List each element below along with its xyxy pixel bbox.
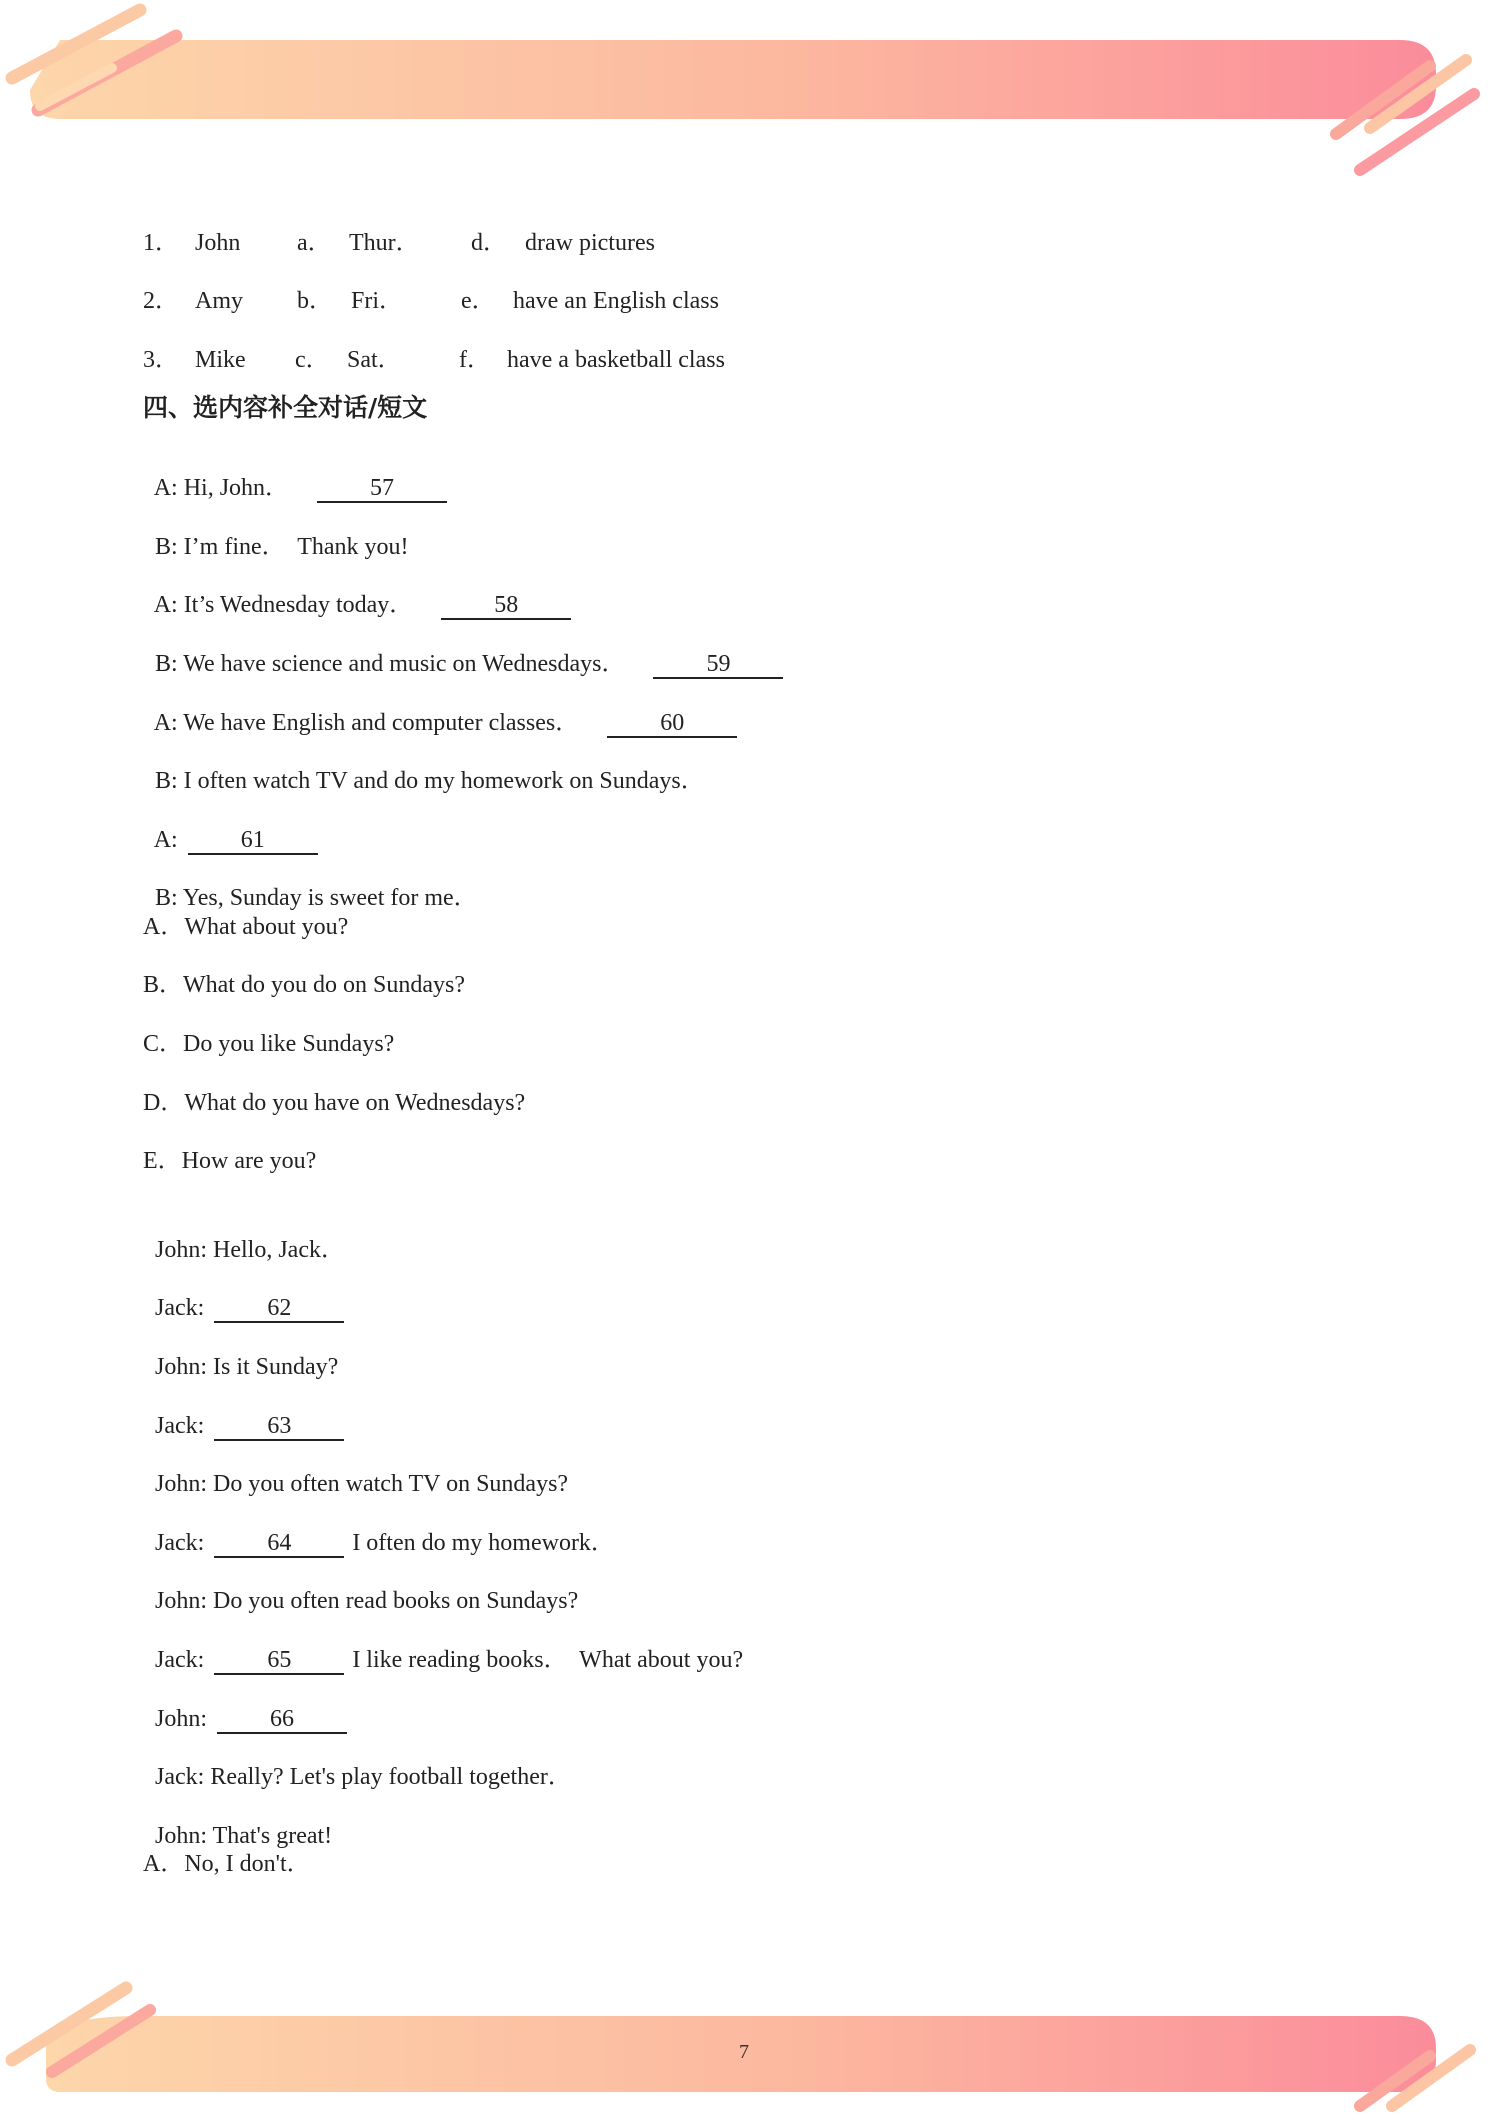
dialogue-text: Jack: <box>155 1530 205 1556</box>
section-heading: 四、选内容补全对话/短文 <box>143 393 428 422</box>
person-name: Amy <box>195 288 243 314</box>
dialogue-line <box>143 1205 345 1265</box>
dialogue-text: I like reading books． What about you? <box>352 1647 744 1673</box>
option-d: D．What do you have on Wednesdays? <box>143 1090 526 1116</box>
activity-letter: f． <box>459 347 491 373</box>
answer-blank: 59 <box>653 651 783 679</box>
dialogue-text: John: Do you often read books on Sundays? <box>155 1588 579 1614</box>
answer-blank: 58 <box>441 592 571 620</box>
dialogue-text: Jack: Really? Let's play football together． <box>155 1764 572 1790</box>
activity-letter: e． <box>461 288 496 314</box>
dialogue-text: Jack: <box>155 1413 205 1439</box>
page-number: 7 <box>739 2041 749 2063</box>
dialogue-text: Jack: <box>155 1295 205 1321</box>
day-letter: c． <box>295 347 330 373</box>
dialogue-text: John: Is it Sunday? <box>155 1354 339 1380</box>
dialogue-text: B: I often watch TV and do my homework on Sundays． <box>155 768 705 794</box>
dialogue-line <box>143 1732 572 1792</box>
activity-letter: d． <box>471 230 507 256</box>
answer-blank: 66 <box>217 1706 347 1734</box>
person-name: John <box>195 230 241 256</box>
option-a: A．No, I don't． <box>143 1851 311 1877</box>
dialogue-line <box>143 502 409 562</box>
option-b: B．What do you do on Sundays? <box>143 972 465 998</box>
dialogue-text: B: I’m fine． Thank you! <box>155 534 409 560</box>
dialogue-text: John: Do you often watch TV on Sundays? <box>155 1471 569 1497</box>
footer-banner <box>0 1948 1488 2128</box>
dialogue-text: A: <box>153 827 178 853</box>
dialogue-line <box>143 1556 578 1616</box>
answer-blank: 57 <box>317 475 447 503</box>
row-number: 3． <box>143 347 179 373</box>
answer-blank: 61 <box>188 827 318 855</box>
dialogue-line <box>143 1498 615 1558</box>
day-letter: b． <box>297 288 333 314</box>
dialogue-line <box>143 1791 332 1851</box>
dialogue-line <box>143 1615 743 1675</box>
activity-label: have a basketball class <box>507 347 725 373</box>
dialogue-line <box>143 1674 347 1734</box>
answer-blank: 60 <box>607 710 737 738</box>
dialogue-text: I often do my homework． <box>352 1530 615 1556</box>
dialogue-text: B: Yes, Sunday is sweet for me． <box>155 885 478 911</box>
answer-blank: 65 <box>214 1647 344 1675</box>
dialogue-text: John: <box>155 1706 208 1732</box>
dialogue-text: Jack: <box>155 1647 205 1673</box>
row-number: 1． <box>143 230 179 256</box>
day-letter: a． <box>297 230 332 256</box>
dialogue-line <box>143 1439 568 1499</box>
day-label: Sat． <box>347 347 402 373</box>
option-a: A．What about you? <box>143 914 349 940</box>
day-label: Thur． <box>349 230 420 256</box>
option-e: E．How are you? <box>143 1148 317 1174</box>
row-number: 2． <box>143 288 179 314</box>
dialogue-line <box>143 1381 344 1441</box>
dialogue-text: A: It’s Wednesday today． <box>153 592 414 618</box>
day-label: Fri． <box>351 288 404 314</box>
dialogue-text: John: Hello, Jack． <box>155 1237 345 1263</box>
dialogue-line <box>143 1322 338 1382</box>
person-name: Mike <box>195 347 246 373</box>
dialogue-line <box>143 619 783 679</box>
dialogue-line <box>143 678 737 738</box>
answer-blank: 62 <box>214 1295 344 1323</box>
option-c: C．Do you like Sundays? <box>143 1031 395 1057</box>
activity-label: draw pictures <box>525 230 655 256</box>
dialogue-line <box>143 560 571 620</box>
header-banner <box>0 0 1488 180</box>
activity-label: have an English class <box>513 288 719 314</box>
dialogue-line <box>143 443 447 503</box>
dialogue-line <box>143 853 478 913</box>
dialogue-text: B: We have science and music on Wednesdays． <box>155 651 626 677</box>
dialogue-line <box>143 736 705 796</box>
dialogue-text: A: We have English and computer classes． <box>153 710 580 736</box>
dialogue-line <box>143 795 318 855</box>
dialogue-text: A: Hi, John． <box>153 475 290 501</box>
answer-blank: 63 <box>214 1413 344 1441</box>
answer-blank: 64 <box>214 1530 344 1558</box>
dialogue-line <box>143 1263 344 1323</box>
dialogue-text: John: That's great! <box>155 1823 333 1849</box>
